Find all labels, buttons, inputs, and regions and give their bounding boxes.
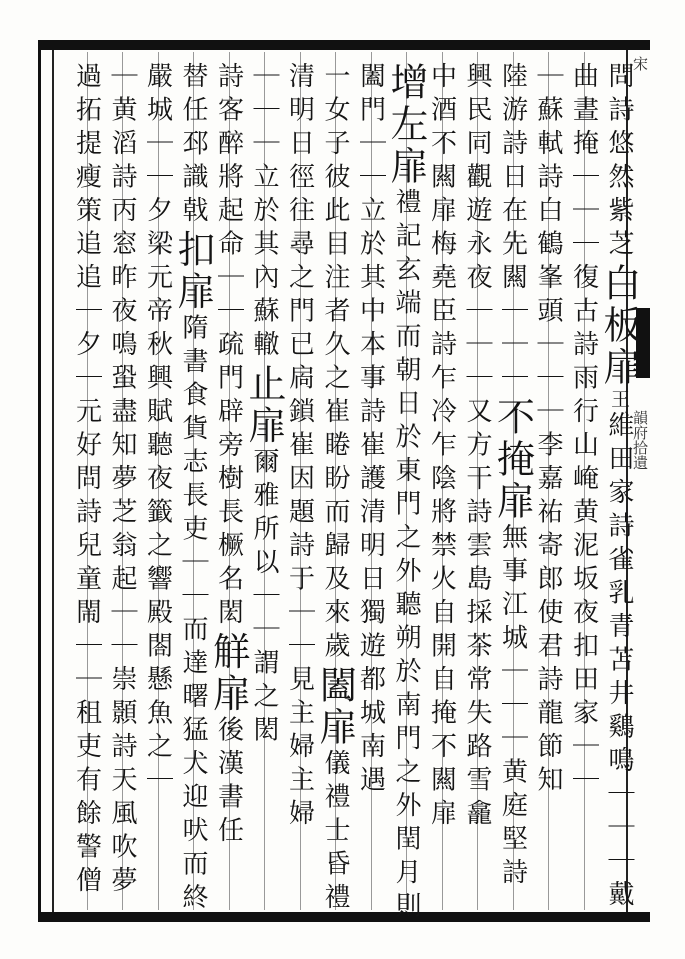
column-text: 陸游詩日在先闗｜｜｜	[497, 62, 528, 397]
margin-side-label: 韻府拾遺	[631, 410, 649, 470]
column-text: 儀禮士昏禮	[320, 749, 350, 917]
column-text: 夕梁元帝秋興賦聽夜籤之響殿閤懸魚之｜	[142, 196, 173, 799]
entry-heading: 不掩扉	[490, 397, 535, 523]
column-text: 李嘉祐寄郎使君詩龍節知	[533, 430, 563, 799]
entry-heading: 扣扉	[171, 229, 215, 314]
column-text: 禮記玄端而朝日於東門之外聽朔於南門之外閏月則	[391, 188, 421, 925]
column-text: 清明日徑往尋之門已扄鎖崔因題詩于｜｜	[284, 62, 315, 665]
entry-heading: 止扉	[242, 363, 286, 448]
column-text: 問詩悠然紫芝	[604, 62, 634, 263]
top-border	[38, 40, 650, 50]
column-text: 一女子彼此目注者久之崔睠盼而歸及來歲	[320, 62, 350, 665]
entry-heading: 增左扉	[384, 62, 428, 188]
left-border	[38, 40, 41, 922]
column-text: 疏門辟旁樹長橛名閎	[213, 330, 244, 632]
column-text: ｜黄滔詩丙窓昨夜鳴蛩盡知夢芝翁起｜｜崇顥詩天風吹夢	[107, 62, 137, 900]
column-text: 詩客醉將起命｜｜	[213, 62, 244, 330]
column-text: 嚴城｜｜	[142, 62, 173, 196]
entry-heading: 白板扉	[597, 263, 641, 389]
column-text: 後漢書任	[213, 715, 244, 850]
column-text: 過拓提瘦策追追｜夕｜元好問詩兒童閙｜｜租吏有餘警僧	[71, 62, 102, 900]
margin-top-mark: 宋	[631, 56, 649, 71]
column-text: 興民同觀遊永夜｜｜｜又方干詩雲島採茶常失路雪龕	[462, 62, 492, 833]
column-text: 爾雅所以｜｜謂之閎	[249, 447, 279, 749]
column-text: 維田家詩雀乳青苫井鷄鳴｜｜｜戴	[604, 411, 634, 914]
column-text: ｜蘇軾詩白鶴峯頭｜｜｜	[533, 62, 563, 431]
column-text: 無事江城｜｜｜黄庭堅詩	[497, 523, 528, 892]
column-text: 替任邳識戟	[178, 62, 208, 230]
inner-left-rule	[52, 50, 54, 912]
column-text: 王	[608, 389, 630, 411]
column-text: 見主婦主婦	[284, 665, 315, 833]
column-text: 復古詩雨行山崦黄泥坂夜扣田家｜｜	[568, 263, 599, 799]
text-column	[56, 62, 116, 900]
column-text: ｜｜｜立於其內蘇轍	[249, 62, 279, 364]
column-text: 闔門｜｜立於其中本事詩崔護清明日獨遊都城南遇	[355, 62, 386, 799]
column-text: 中酒不闗扉梅堯臣詩乍冷乍陰將禁火自開自掩不闗扉	[426, 62, 457, 833]
entry-heading: 闔扉	[313, 665, 357, 749]
entry-heading: 觧扉	[206, 631, 251, 716]
column-text: 隋書食貨志長吏｜｜而達曙猛犬迎吠而終	[178, 313, 208, 917]
column-text: 曲晝掩｜｜｜	[568, 62, 599, 263]
